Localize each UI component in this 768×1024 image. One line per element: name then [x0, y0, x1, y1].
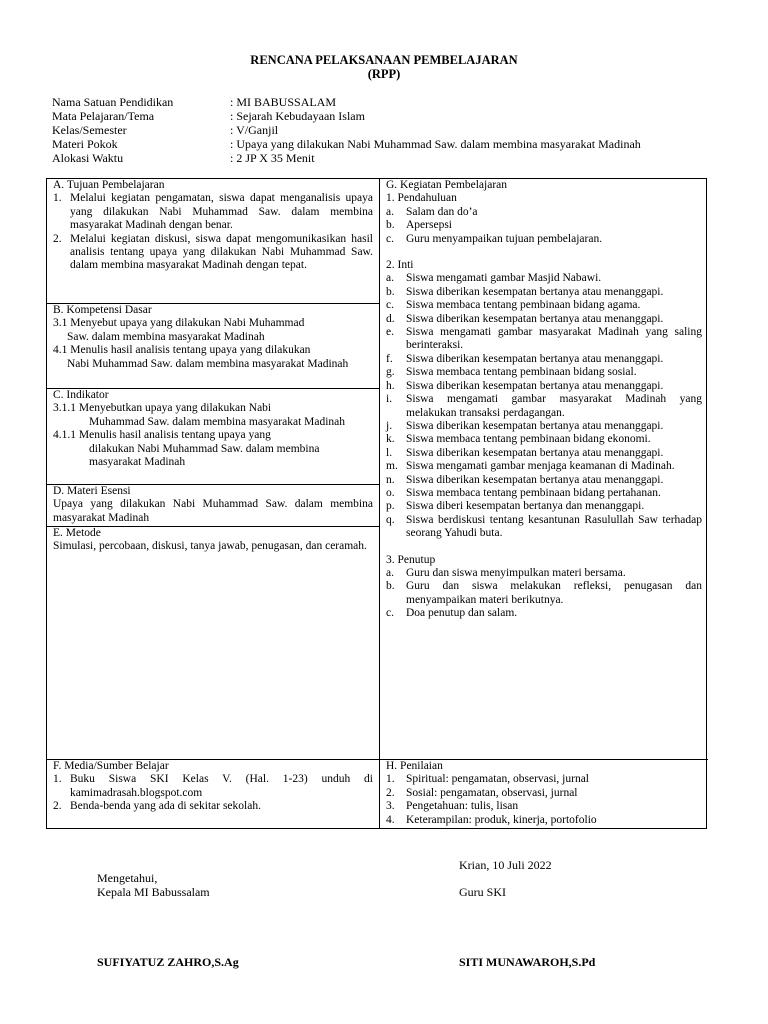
item-text: Siswa diberikan kesempatan bertanya atau menanggapi. [406, 446, 664, 459]
item-text: Siswa mengamati gambar menjaga keamanan di Madinah. [406, 460, 675, 473]
item-letter: b. [386, 285, 395, 298]
list-item [380, 326, 708, 353]
item-letter: i. [386, 393, 393, 406]
rpp-table [46, 178, 707, 829]
item-text: Siswa diberikan kesempatan bertanya atau menanggapi. [406, 312, 664, 325]
section-title: B. Kompetensi Dasar [53, 304, 152, 316]
list-item [380, 787, 708, 800]
list-item [380, 299, 708, 312]
item-letter: f. [386, 352, 393, 365]
principal-title: Kepala MI Babussalam [97, 885, 210, 899]
identity-value: : Sejarah Kebudayaan Islam [230, 109, 365, 123]
list-item [380, 487, 708, 500]
item-text: Siswa mengamati gambar Masjid Nabawi. [406, 272, 602, 285]
item-text: Siswa membaca tentang pembinaan bidang sosial. [406, 366, 637, 379]
item-text: Siswa membaca tentang pembinaan bidang agama. [406, 299, 641, 312]
list-item [380, 460, 708, 473]
section-materi-esensi [47, 485, 379, 525]
item-text: Siswa diberikan kesempatan bertanya atau menanggapi. [406, 473, 664, 486]
section-penilaian [380, 760, 708, 827]
section-tujuan [47, 179, 379, 273]
identity-label: Mata Pelajaran/Tema [52, 109, 155, 123]
list-item [380, 447, 708, 460]
section-kompetensi-dasar [47, 304, 379, 371]
identity-value: : V/Ganjil [230, 123, 279, 137]
item-letter: j. [386, 419, 393, 432]
identity-row [52, 109, 732, 123]
list-item [47, 192, 379, 232]
item-letter: l. [386, 446, 393, 459]
section-title: D. Materi Esensi [53, 485, 131, 497]
subsection-title: 3. Penutup [386, 553, 436, 566]
teacher-title: Guru SKI [459, 885, 506, 899]
item-letter: b. [386, 580, 395, 593]
identity-row [52, 151, 732, 165]
identity-label: Kelas/Semester [52, 123, 127, 137]
indicator-line-continued: Muhammad Saw. dalam membina masyarakat Madinah [89, 415, 346, 428]
item-text: Siswa mengamati gambar masyarakat Madinah yang melakukan transaksi perdagangan. [406, 393, 702, 419]
item-text: Melalui kegiatan diskusi, siswa dapat mengomunikasikan hasil analisis tentang upaya yang dilakukan Nabi Muhammad Saw. dalam membina masyarakat Madinah dengan tepat. [70, 232, 373, 272]
identity-block [52, 95, 732, 165]
item-text: Keterampilan: produk, kinerja, portofolio [406, 813, 597, 826]
list-item [380, 286, 708, 299]
item-text: Siswa membaca tentang pembinaan bidang pertahanan. [406, 486, 661, 499]
item-letter: n. [386, 473, 395, 486]
title-line-1: RENCANA PELAKSANAAN PEMBELAJARAN [250, 53, 518, 67]
section-indikator [47, 389, 379, 469]
item-letter: a. [386, 272, 394, 285]
item-text: Guru dan siswa melakukan refleksi, penugasan dan menyampaikan materi berikutnya. [406, 580, 702, 606]
item-number: 1. [53, 773, 62, 786]
principal-name: SUFIYATUZ ZAHRO,S.Ag [97, 955, 239, 969]
item-text: Siswa berdiskusi tentang kesantunan Rasulullah Saw terhadap seorang Yahudi buta. [406, 513, 702, 540]
item-letter: a. [386, 566, 394, 579]
list-item [47, 773, 379, 800]
indicator-line: 3.1.1 Menyebutkan upaya yang dilakukan Nabi [53, 402, 272, 415]
list-item [380, 814, 708, 827]
item-number: 4. [386, 813, 395, 826]
item-text: Siswa diberi kesempatan bertanya dan menanggapi. [406, 500, 645, 513]
list-item [380, 206, 708, 219]
identity-row [52, 137, 732, 151]
section-text: Upaya yang dilakukan Nabi Muhammad Saw. dalam membina masyarakat Madinah [53, 498, 373, 524]
section-title: F. Media/Sumber Belajar [53, 760, 169, 772]
item-letter: k. [386, 433, 395, 446]
document-title [0, 53, 768, 81]
list-item [380, 272, 708, 285]
item-text: Spiritual: pengamatan, observasi, jurnal [406, 773, 589, 786]
item-text: Siswa diberikan kesempatan bertanya atau menanggapi. [406, 379, 664, 392]
item-number: 2. [53, 800, 62, 813]
kd-line-continued: Saw. dalam membina masyarakat Madinah [67, 330, 265, 343]
list-item [380, 313, 708, 326]
identity-row [52, 123, 732, 137]
item-text: Salam dan do’a [406, 205, 478, 218]
list-item [380, 474, 708, 487]
section-title: G. Kegiatan Pembelajaran [386, 179, 508, 191]
section-title: E. Metode [53, 527, 101, 539]
list-item [380, 567, 708, 580]
list-item [47, 233, 379, 273]
indicator-line: 4.1.1 Menulis hasil analisis tentang upaya yang [53, 429, 271, 442]
item-letter: c. [386, 232, 394, 245]
identity-value: : 2 JP X 35 Menit [230, 151, 315, 165]
item-text: Guru menyampaikan tujuan pembelajaran. [406, 232, 603, 245]
item-text: Siswa diberikan kesempatan bertanya atau menanggapi. [406, 285, 664, 298]
list-item [380, 773, 708, 786]
item-number: 2. [53, 232, 62, 245]
item-text: Apersepsi [406, 219, 452, 232]
subsection-title: 1. Pendahuluan [386, 192, 457, 205]
kd-line: 4.1 Menulis hasil analisis tentang upaya yang dilakukan [53, 344, 311, 357]
place-date: Krian, 10 Juli 2022 [459, 858, 552, 872]
item-text: Melalui kegiatan pengamatan, siswa dapat menganalisis upaya yang dilakukan Nabi Muhammad Saw. dalam membina masyarakat Madinah dengan benar. [70, 192, 373, 232]
item-letter: e. [386, 326, 394, 339]
item-text: Guru dan siswa menyimpulkan materi bersama. [406, 566, 626, 579]
item-text: Siswa diberikan kesempatan bertanya atau menanggapi. [406, 352, 664, 365]
item-letter: c. [386, 607, 394, 620]
identity-label: Materi Pokok [52, 137, 118, 151]
kd-line-continued: Nabi Muhammad Saw. dalam membina masyarakat Madinah [67, 357, 349, 370]
subsection-title: 2. Inti [386, 259, 414, 272]
identity-row [52, 95, 732, 109]
item-text: Siswa diberikan kesempatan bertanya atau menanggapi. [406, 419, 664, 432]
section-text: Simulasi, percobaan, diskusi, tanya jawab, penugasan, dan ceramah. [53, 540, 367, 553]
item-letter: h. [386, 379, 395, 392]
item-text: Benda-benda yang ada di sekitar sekolah. [70, 800, 261, 813]
section-media [47, 760, 379, 814]
section-title: C. Indikator [53, 389, 109, 401]
section-title: H. Penilaian [386, 760, 443, 772]
list-item [380, 353, 708, 366]
list-item [380, 433, 708, 446]
item-letter: p. [386, 500, 395, 513]
item-letter: q. [386, 513, 395, 526]
item-number: 2. [386, 786, 395, 799]
title-line-2: (RPP) [367, 67, 401, 81]
list-item [47, 800, 379, 813]
item-letter: g. [386, 366, 395, 379]
kd-line: 3.1 Menyebut upaya yang dilakukan Nabi Muhammad [53, 317, 305, 330]
item-text: Pengetahuan: tulis, lisan [406, 800, 519, 813]
list-item [380, 607, 708, 620]
list-item [380, 500, 708, 513]
item-text: Doa penutup dan salam. [406, 607, 518, 620]
item-number: 1. [386, 773, 395, 786]
section-kegiatan [380, 179, 708, 621]
list-item [380, 514, 708, 541]
item-letter: a. [386, 205, 394, 218]
item-letter: o. [386, 486, 395, 499]
identity-label: Alokasi Waktu [52, 151, 124, 165]
list-item [380, 366, 708, 379]
item-text: Sosial: pengamatan, observasi, jurnal [406, 786, 578, 799]
item-letter: d. [386, 312, 395, 325]
item-text: Siswa mengamati gambar masyarakat Madinah yang saling berinteraksi. [406, 326, 702, 352]
item-letter: c. [386, 299, 394, 312]
item-number: 3. [386, 800, 395, 813]
teacher-name: SITI MUNAWAROH,S.Pd [459, 955, 596, 969]
list-item [380, 219, 708, 232]
list-item [380, 800, 708, 813]
indicator-line-continued: dilakukan Nabi Muhammad Saw. dalam membina masyarakat Madinah [89, 442, 320, 469]
section-title: A. Tujuan Pembelajaran [53, 179, 165, 191]
list-item [380, 380, 708, 393]
item-letter: b. [386, 219, 395, 232]
item-number: 1. [53, 192, 62, 205]
item-text: Siswa membaca tentang pembinaan bidang ekonomi. [406, 433, 651, 446]
list-item [380, 420, 708, 433]
mengetahui-label: Mengetahui, [97, 871, 158, 885]
list-item [380, 393, 708, 420]
list-item [380, 580, 708, 607]
identity-value: : Upaya yang dilakukan Nabi Muhammad Saw. dalam membina masyarakat Madinah [230, 137, 641, 151]
item-letter: m. [386, 460, 398, 473]
section-metode [47, 527, 379, 554]
list-item [380, 233, 708, 246]
identity-label: Nama Satuan Pendidikan [52, 95, 174, 109]
identity-value: : MI BABUSSALAM [230, 95, 337, 109]
item-text: Buku Siswa SKI Kelas V. (Hal. 1-23) unduh di kamimadrasah.blogspot.com [70, 773, 373, 799]
